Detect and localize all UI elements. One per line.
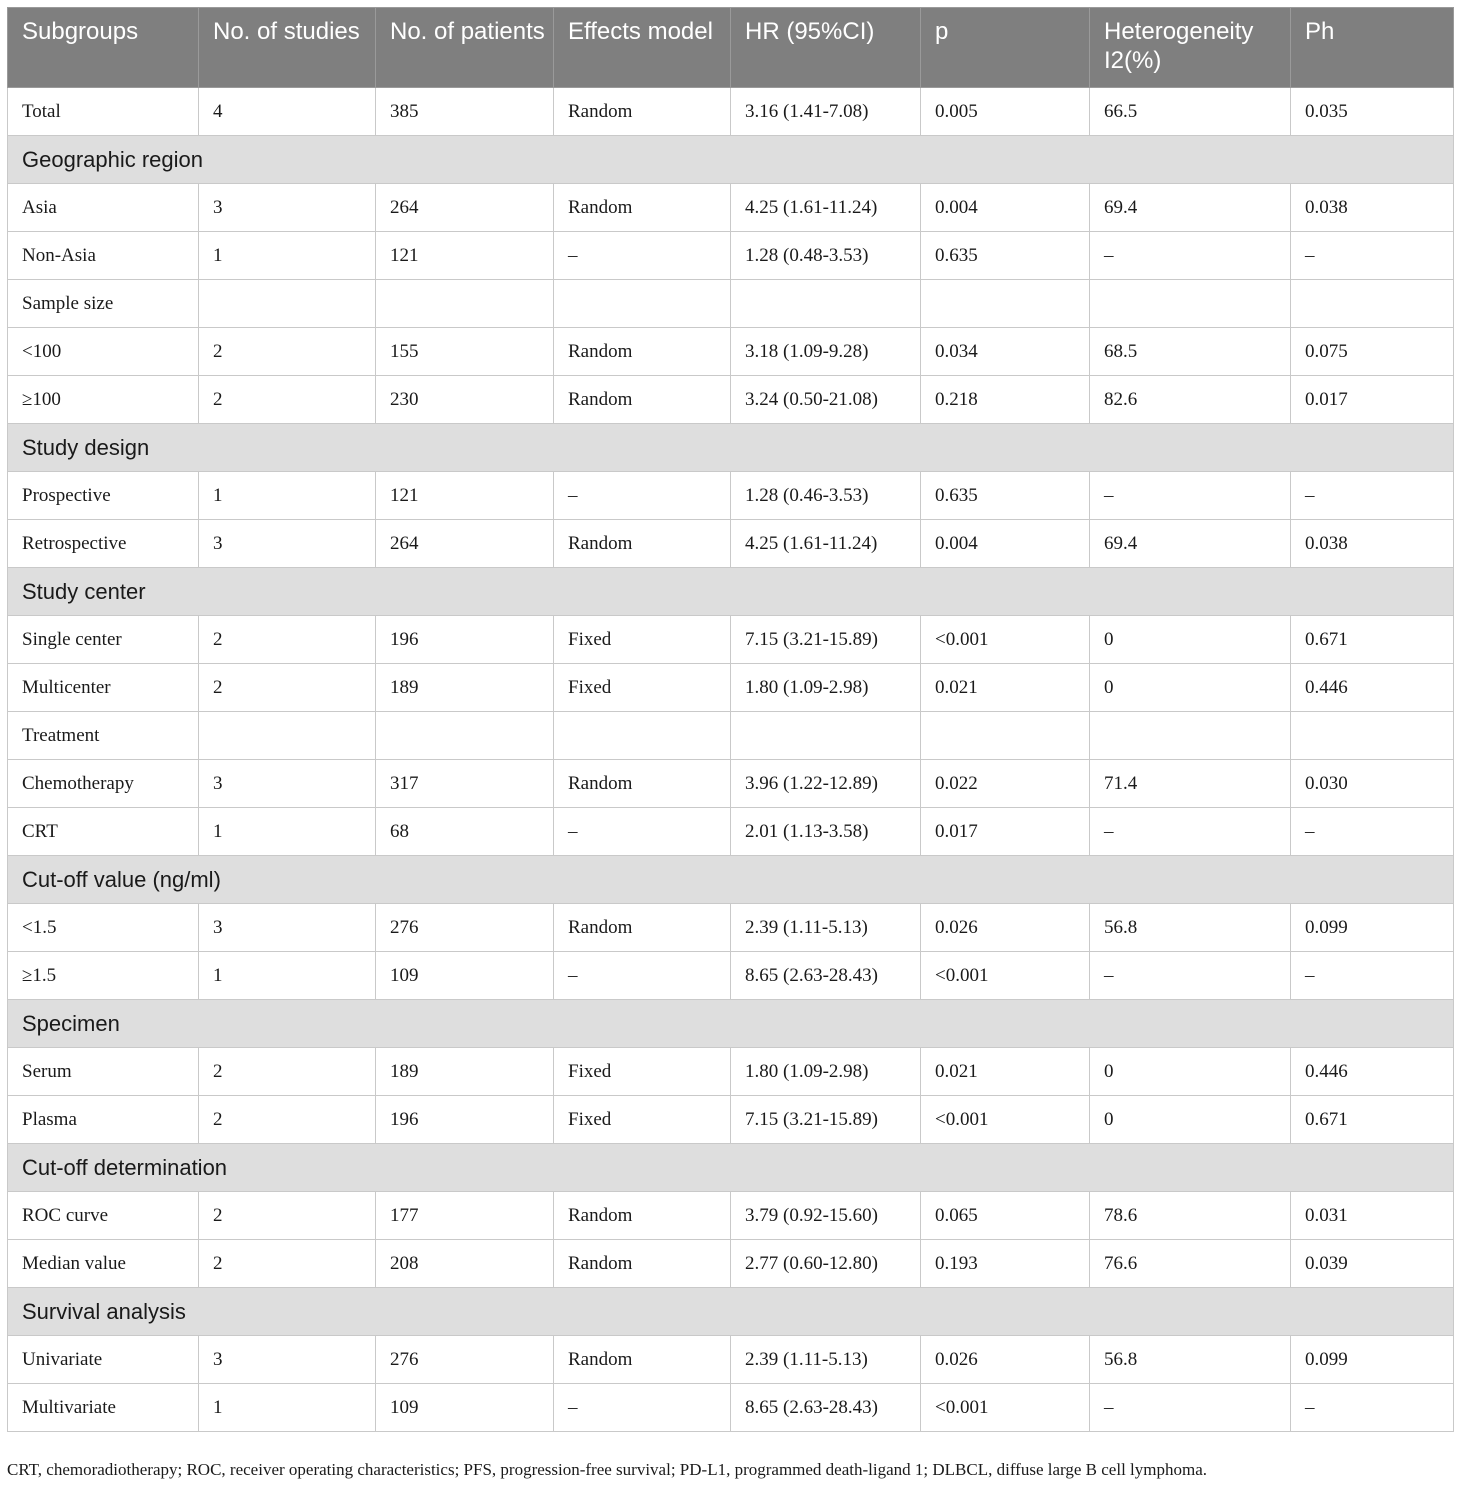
table-footnote: CRT, chemoradiotherapy; ROC, receiver operating characteristics; PFS, progression-free survival; PD-L1, programmed death-ligand 1; DLBCL, diffuse large B cell lymphoma.: [7, 1460, 1208, 1479]
cell-heterogeneity: [1090, 712, 1291, 760]
cell-p: [921, 280, 1090, 328]
cell-effects-model: Random: [554, 904, 731, 952]
cell-subgroup: Univariate: [8, 1336, 199, 1384]
table-section-row: [8, 1000, 1454, 1048]
cell-patients: 196: [376, 1096, 554, 1144]
cell-ph: 0.038: [1291, 184, 1454, 232]
table-row: [8, 1384, 1454, 1432]
cell-effects-model: Random: [554, 1336, 731, 1384]
section-label: Study center: [8, 568, 1454, 616]
cell-studies: 3: [199, 904, 376, 952]
cell-hr: 4.25 (1.61-11.24): [731, 184, 921, 232]
cell-ph: 0.099: [1291, 1336, 1454, 1384]
table-row: [8, 712, 1454, 760]
cell-heterogeneity: 0: [1090, 616, 1291, 664]
cell-subgroup: ≥100: [8, 376, 199, 424]
cell-ph: [1291, 712, 1454, 760]
section-label: Specimen: [8, 1000, 1454, 1048]
cell-p: 0.004: [921, 184, 1090, 232]
cell-ph: 0.039: [1291, 1240, 1454, 1288]
cell-p: 0.026: [921, 904, 1090, 952]
section-label: Study design: [8, 424, 1454, 472]
cell-studies: 2: [199, 376, 376, 424]
cell-ph: 0.017: [1291, 376, 1454, 424]
cell-patients: 121: [376, 472, 554, 520]
cell-subgroup: ≥1.5: [8, 952, 199, 1000]
table-row: [8, 760, 1454, 808]
section-label: Survival analysis: [8, 1288, 1454, 1336]
cell-p: 0.017: [921, 808, 1090, 856]
cell-patients: 155: [376, 328, 554, 376]
cell-p: 0.021: [921, 1048, 1090, 1096]
cell-hr: 1.28 (0.46-3.53): [731, 472, 921, 520]
cell-heterogeneity: 69.4: [1090, 520, 1291, 568]
table-container: [7, 7, 1453, 1432]
cell-hr: 3.16 (1.41-7.08): [731, 88, 921, 136]
cell-patients: 121: [376, 232, 554, 280]
cell-subgroup: Retrospective: [8, 520, 199, 568]
table-section-row: [8, 856, 1454, 904]
cell-hr: 2.39 (1.11-5.13): [731, 1336, 921, 1384]
table-row: [8, 280, 1454, 328]
cell-studies: 1: [199, 952, 376, 1000]
header-heterogeneity: Heterogeneity I2(%): [1090, 8, 1291, 88]
cell-patients: 109: [376, 1384, 554, 1432]
cell-subgroup: Multivariate: [8, 1384, 199, 1432]
cell-patients: 264: [376, 184, 554, 232]
cell-subgroup: Asia: [8, 184, 199, 232]
cell-patients: 264: [376, 520, 554, 568]
cell-studies: 1: [199, 1384, 376, 1432]
table-row: [8, 952, 1454, 1000]
cell-ph: –: [1291, 232, 1454, 280]
table-body: [8, 88, 1454, 1432]
cell-heterogeneity: 76.6: [1090, 1240, 1291, 1288]
cell-subgroup: Median value: [8, 1240, 199, 1288]
cell-effects-model: Random: [554, 520, 731, 568]
table-row: [8, 328, 1454, 376]
cell-effects-model: Fixed: [554, 1048, 731, 1096]
cell-heterogeneity: 0: [1090, 1048, 1291, 1096]
cell-heterogeneity: 68.5: [1090, 328, 1291, 376]
cell-heterogeneity: 66.5: [1090, 88, 1291, 136]
cell-ph: 0.038: [1291, 520, 1454, 568]
cell-ph: –: [1291, 472, 1454, 520]
table-row: [8, 472, 1454, 520]
table-section-row: [8, 568, 1454, 616]
table-section-row: [8, 1144, 1454, 1192]
cell-studies: 3: [199, 760, 376, 808]
cell-heterogeneity: 0: [1090, 1096, 1291, 1144]
cell-effects-model: –: [554, 1384, 731, 1432]
table-section-row: [8, 424, 1454, 472]
cell-effects-model: –: [554, 808, 731, 856]
cell-patients: 276: [376, 1336, 554, 1384]
table-row: [8, 232, 1454, 280]
cell-p: 0.218: [921, 376, 1090, 424]
cell-patients: 317: [376, 760, 554, 808]
cell-effects-model: Random: [554, 88, 731, 136]
cell-patients: 385: [376, 88, 554, 136]
section-label: Cut-off value (ng/ml): [8, 856, 1454, 904]
table-section-row: [8, 1288, 1454, 1336]
cell-patients: 177: [376, 1192, 554, 1240]
cell-p: 0.065: [921, 1192, 1090, 1240]
cell-ph: 0.671: [1291, 1096, 1454, 1144]
cell-patients: 189: [376, 1048, 554, 1096]
cell-subgroup: CRT: [8, 808, 199, 856]
cell-ph: –: [1291, 952, 1454, 1000]
cell-hr: 8.65 (2.63-28.43): [731, 952, 921, 1000]
table-row: [8, 904, 1454, 952]
cell-p: 0.022: [921, 760, 1090, 808]
cell-studies: 1: [199, 232, 376, 280]
cell-heterogeneity: 78.6: [1090, 1192, 1291, 1240]
cell-hr: [731, 712, 921, 760]
cell-hr: 7.15 (3.21-15.89): [731, 1096, 921, 1144]
cell-ph: 0.671: [1291, 616, 1454, 664]
cell-studies: 3: [199, 1336, 376, 1384]
cell-hr: 1.80 (1.09-2.98): [731, 1048, 921, 1096]
cell-heterogeneity: [1090, 280, 1291, 328]
section-label: Cut-off determination: [8, 1144, 1454, 1192]
cell-subgroup: Multicenter: [8, 664, 199, 712]
cell-subgroup: Sample size: [8, 280, 199, 328]
cell-heterogeneity: –: [1090, 472, 1291, 520]
cell-studies: 3: [199, 184, 376, 232]
cell-heterogeneity: –: [1090, 232, 1291, 280]
cell-effects-model: –: [554, 232, 731, 280]
cell-hr: 3.24 (0.50-21.08): [731, 376, 921, 424]
cell-p: <0.001: [921, 952, 1090, 1000]
cell-hr: 4.25 (1.61-11.24): [731, 520, 921, 568]
table-section-row: [8, 136, 1454, 184]
cell-patients: 68: [376, 808, 554, 856]
cell-hr: 1.80 (1.09-2.98): [731, 664, 921, 712]
cell-p: 0.635: [921, 232, 1090, 280]
cell-subgroup: Non-Asia: [8, 232, 199, 280]
cell-studies: 2: [199, 328, 376, 376]
cell-studies: 1: [199, 808, 376, 856]
cell-studies: 4: [199, 88, 376, 136]
subgroup-analysis-table: [7, 7, 1454, 1432]
cell-effects-model: Fixed: [554, 616, 731, 664]
cell-hr: 2.77 (0.60-12.80): [731, 1240, 921, 1288]
header-no-of-studies: No. of studies: [199, 8, 376, 88]
table-row: [8, 1240, 1454, 1288]
cell-hr: 3.18 (1.09-9.28): [731, 328, 921, 376]
cell-heterogeneity: –: [1090, 808, 1291, 856]
cell-hr: [731, 280, 921, 328]
table-row: [8, 1048, 1454, 1096]
cell-effects-model: Fixed: [554, 664, 731, 712]
table-row: [8, 808, 1454, 856]
cell-subgroup: Treatment: [8, 712, 199, 760]
cell-patients: 189: [376, 664, 554, 712]
cell-ph: 0.099: [1291, 904, 1454, 952]
cell-p: 0.021: [921, 664, 1090, 712]
cell-studies: 2: [199, 1240, 376, 1288]
cell-p: <0.001: [921, 1096, 1090, 1144]
cell-ph: 0.075: [1291, 328, 1454, 376]
cell-ph: [1291, 280, 1454, 328]
cell-subgroup: Chemotherapy: [8, 760, 199, 808]
cell-subgroup: ROC curve: [8, 1192, 199, 1240]
table-header-row: [8, 8, 1454, 88]
cell-p: <0.001: [921, 1384, 1090, 1432]
cell-ph: 0.035: [1291, 88, 1454, 136]
cell-heterogeneity: 56.8: [1090, 904, 1291, 952]
cell-effects-model: Random: [554, 1192, 731, 1240]
cell-subgroup: Prospective: [8, 472, 199, 520]
cell-p: [921, 712, 1090, 760]
cell-studies: 2: [199, 664, 376, 712]
table-row: [8, 1336, 1454, 1384]
header-subgroups: Subgroups: [8, 8, 199, 88]
cell-heterogeneity: 71.4: [1090, 760, 1291, 808]
cell-patients: [376, 712, 554, 760]
cell-effects-model: –: [554, 952, 731, 1000]
cell-hr: 3.79 (0.92-15.60): [731, 1192, 921, 1240]
cell-heterogeneity: –: [1090, 952, 1291, 1000]
cell-effects-model: Random: [554, 376, 731, 424]
cell-effects-model: [554, 280, 731, 328]
cell-heterogeneity: 69.4: [1090, 184, 1291, 232]
cell-p: 0.026: [921, 1336, 1090, 1384]
cell-effects-model: –: [554, 472, 731, 520]
cell-effects-model: Fixed: [554, 1096, 731, 1144]
cell-patients: 276: [376, 904, 554, 952]
cell-studies: 2: [199, 616, 376, 664]
cell-hr: 2.39 (1.11-5.13): [731, 904, 921, 952]
cell-patients: 208: [376, 1240, 554, 1288]
cell-studies: [199, 280, 376, 328]
cell-effects-model: [554, 712, 731, 760]
cell-p: 0.635: [921, 472, 1090, 520]
cell-patients: 230: [376, 376, 554, 424]
cell-ph: –: [1291, 808, 1454, 856]
cell-p: 0.005: [921, 88, 1090, 136]
cell-studies: 2: [199, 1192, 376, 1240]
cell-studies: 2: [199, 1096, 376, 1144]
table-row: [8, 1192, 1454, 1240]
table-row: [8, 1096, 1454, 1144]
table-row: [8, 520, 1454, 568]
cell-ph: 0.031: [1291, 1192, 1454, 1240]
cell-p: <0.001: [921, 616, 1090, 664]
cell-subgroup: <1.5: [8, 904, 199, 952]
cell-ph: 0.446: [1291, 1048, 1454, 1096]
cell-studies: 1: [199, 472, 376, 520]
cell-heterogeneity: –: [1090, 1384, 1291, 1432]
cell-heterogeneity: 0: [1090, 664, 1291, 712]
cell-subgroup: Total: [8, 88, 199, 136]
header-ph: Ph: [1291, 8, 1454, 88]
cell-patients: [376, 280, 554, 328]
table-row: [8, 616, 1454, 664]
cell-p: 0.004: [921, 520, 1090, 568]
cell-effects-model: Random: [554, 328, 731, 376]
cell-hr: 2.01 (1.13-3.58): [731, 808, 921, 856]
header-no-of-patients: No. of patients: [376, 8, 554, 88]
cell-subgroup: <100: [8, 328, 199, 376]
cell-studies: 3: [199, 520, 376, 568]
table-row: [8, 88, 1454, 136]
cell-hr: 1.28 (0.48-3.53): [731, 232, 921, 280]
cell-patients: 196: [376, 616, 554, 664]
cell-subgroup: Plasma: [8, 1096, 199, 1144]
cell-patients: 109: [376, 952, 554, 1000]
cell-subgroup: Single center: [8, 616, 199, 664]
cell-studies: [199, 712, 376, 760]
cell-ph: 0.446: [1291, 664, 1454, 712]
cell-hr: 7.15 (3.21-15.89): [731, 616, 921, 664]
cell-heterogeneity: 82.6: [1090, 376, 1291, 424]
table-row: [8, 664, 1454, 712]
cell-heterogeneity: 56.8: [1090, 1336, 1291, 1384]
header-p: p: [921, 8, 1090, 88]
cell-effects-model: Random: [554, 184, 731, 232]
cell-ph: –: [1291, 1384, 1454, 1432]
header-hr-95ci: HR (95%CI): [731, 8, 921, 88]
table-row: [8, 376, 1454, 424]
cell-p: 0.193: [921, 1240, 1090, 1288]
cell-studies: 2: [199, 1048, 376, 1096]
cell-p: 0.034: [921, 328, 1090, 376]
table-row: [8, 184, 1454, 232]
header-effects-model: Effects model: [554, 8, 731, 88]
section-label: Geographic region: [8, 136, 1454, 184]
cell-effects-model: Random: [554, 760, 731, 808]
cell-hr: 3.96 (1.22-12.89): [731, 760, 921, 808]
cell-ph: 0.030: [1291, 760, 1454, 808]
cell-effects-model: Random: [554, 1240, 731, 1288]
cell-subgroup: Serum: [8, 1048, 199, 1096]
cell-hr: 8.65 (2.63-28.43): [731, 1384, 921, 1432]
